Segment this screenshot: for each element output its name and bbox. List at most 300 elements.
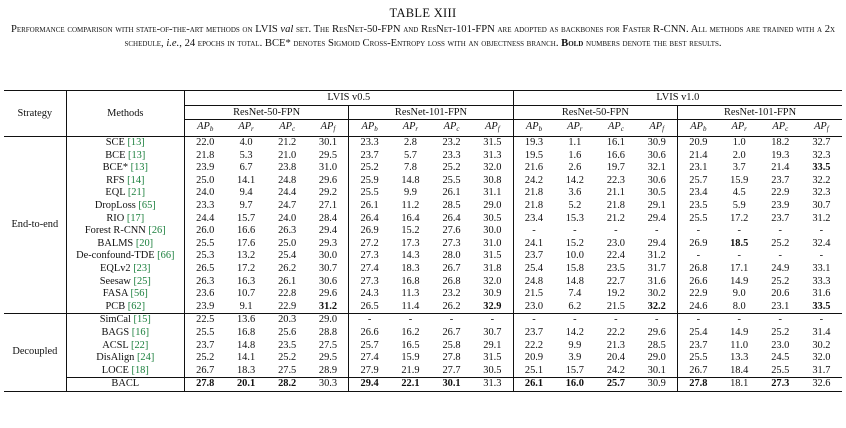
value-cell: 30.5	[647, 187, 666, 199]
value-cell: 16.8	[236, 326, 256, 338]
value-cell: 30.0	[318, 250, 338, 262]
value-cell: 24.3	[349, 288, 390, 301]
value-cell: 30.3	[308, 378, 349, 392]
value-cell: 5.3	[239, 149, 253, 161]
value-cell: 26.7	[442, 326, 461, 338]
value-cell: 22.0	[184, 137, 225, 150]
method-cell: De-confound-TDE [66]	[66, 250, 184, 263]
value-cell: 31.2	[647, 250, 666, 262]
value-cell: 32.0	[483, 162, 502, 174]
value-cell: 16.6	[606, 149, 625, 161]
value-cell: 30.2	[812, 339, 831, 351]
value-cell: 11.3	[401, 288, 420, 300]
method-cell: EQLv2 [23]	[66, 263, 184, 276]
value-cell: 23.5	[606, 262, 625, 274]
value-cell: 30.5	[483, 212, 502, 224]
value-cell: 29.5	[318, 352, 338, 364]
value-cell: 31.5	[483, 137, 502, 148]
value-cell: 11.4	[401, 300, 420, 312]
value-cell: 22.8	[278, 288, 297, 300]
value-cell: 23.7	[513, 250, 554, 263]
value-cell: 13.3	[730, 352, 749, 364]
value-cell: 6.7	[239, 162, 253, 174]
value-cell: 26.6	[349, 327, 390, 340]
value-cell: -	[573, 225, 577, 237]
value-cell: 23.4	[513, 213, 554, 226]
value-cell: 22.7	[606, 275, 625, 287]
value-cell: 26.9	[678, 238, 719, 251]
value-cell: 14.2	[565, 174, 584, 186]
value-cell: 25.2	[184, 352, 225, 365]
table-row	[4, 314, 842, 327]
value-cell: 23.3	[442, 149, 461, 161]
value-cell: 25.4	[278, 250, 297, 262]
caption-italic-1: val	[280, 24, 294, 35]
value-cell: 25.5	[442, 174, 461, 186]
value-cell: 25.2	[771, 275, 790, 287]
value-cell: 20.1	[226, 378, 267, 392]
value-cell: 31.5	[483, 352, 502, 364]
value-cell: 27.3	[349, 276, 390, 289]
value-cell: 32.0	[483, 275, 502, 287]
value-cell: 28.2	[267, 378, 308, 392]
value-cell: 26.8	[678, 263, 719, 276]
citation-link[interactable]: [18]	[128, 364, 149, 376]
citation-link[interactable]: [56]	[127, 288, 148, 300]
value-cell: 27.7	[442, 364, 461, 376]
value-cell: 21.0	[278, 149, 297, 161]
value-cell: 29.3	[318, 237, 338, 249]
value-cell: 25.2	[278, 352, 297, 364]
value-cell: 24.4	[184, 213, 225, 226]
value-cell: 23.7	[771, 174, 790, 186]
value-cell: 30.6	[318, 275, 338, 287]
value-cell: 23.7	[771, 212, 790, 224]
strategy-cell: Decoupled	[12, 346, 58, 358]
value-cell: 30.1	[318, 137, 338, 148]
value-cell: 15.8	[565, 262, 584, 274]
value-cell: 31.3	[472, 378, 513, 392]
method-cell: DropLoss [65]	[66, 200, 184, 213]
value-cell: 30.1	[431, 378, 472, 392]
value-cell: 27.3	[349, 250, 390, 263]
citation-link[interactable]: [23]	[130, 262, 151, 274]
value-cell: 5.9	[732, 199, 746, 211]
header-metric: $AP_b$	[678, 120, 719, 137]
value-cell: 23.7	[513, 327, 554, 340]
value-cell: 14.9	[730, 326, 749, 338]
value-cell: 23.0	[513, 301, 554, 314]
value-cell: 25.4	[513, 263, 554, 276]
method-cell: RIO [17]	[66, 213, 184, 226]
value-cell: 24.0	[278, 212, 297, 224]
value-cell: -	[614, 314, 618, 326]
citation-link[interactable]: [66]	[154, 250, 175, 262]
value-cell: 26.2	[278, 262, 297, 274]
value-cell: 16.8	[401, 275, 420, 287]
value-cell: 25.5	[184, 238, 225, 251]
value-cell: 7.4	[568, 288, 582, 300]
value-cell: 20.9	[678, 137, 719, 150]
table-row	[4, 352, 842, 365]
table-row	[4, 213, 842, 226]
value-cell: -	[678, 250, 719, 263]
value-cell: 23.3	[184, 200, 225, 213]
value-cell: 25.3	[184, 250, 225, 263]
value-cell: 30.7	[812, 199, 831, 211]
value-cell: 32.9	[483, 300, 502, 312]
value-cell: 19.7	[606, 162, 625, 174]
citation-link[interactable]: [16]	[129, 326, 150, 338]
value-cell: 33.3	[812, 275, 831, 287]
value-cell: -	[778, 314, 783, 326]
value-cell: 29.6	[647, 326, 666, 338]
value-cell: 23.9	[184, 162, 225, 175]
value-cell: 16.1	[606, 137, 625, 148]
citation-link[interactable]: [15]	[130, 314, 151, 326]
value-cell: 25.1	[513, 365, 554, 378]
value-cell: 23.8	[278, 162, 297, 174]
method-cell: EQL [21]	[66, 187, 184, 200]
value-cell: 27.2	[349, 238, 390, 251]
value-cell: 23.7	[184, 340, 225, 353]
value-cell: 26.1	[349, 200, 390, 213]
value-cell: 29.5	[318, 149, 338, 161]
method-cell: Forest R-CNN [26]	[66, 225, 184, 238]
value-cell: -	[614, 225, 618, 237]
value-cell: 31.6	[812, 288, 831, 300]
table-row	[4, 276, 842, 289]
value-cell: -	[737, 314, 741, 326]
value-cell: -	[778, 225, 783, 237]
header-r50-v10: ResNet-50-FPN	[513, 106, 677, 120]
value-cell: 20.9	[513, 352, 554, 365]
value-cell: 32.4	[812, 237, 831, 249]
value-cell: 29.6	[318, 288, 338, 300]
method-cell: ACSL [22]	[66, 340, 184, 353]
table-row	[4, 238, 842, 251]
value-cell: 25.4	[678, 327, 719, 340]
value-cell: 17.1	[730, 262, 749, 274]
value-cell: 31.0	[483, 237, 502, 249]
value-cell: 10.0	[565, 250, 584, 262]
value-cell: 29.0	[318, 314, 338, 326]
value-cell: 33.5	[812, 162, 831, 174]
citation-link[interactable]: [20]	[133, 237, 154, 249]
value-cell: 29.0	[647, 352, 666, 364]
value-cell: 30.6	[647, 149, 666, 161]
value-cell: 25.2	[349, 162, 390, 175]
value-cell: 31.3	[483, 149, 502, 161]
value-cell: 27.9	[349, 365, 390, 378]
value-cell: 31.7	[812, 364, 831, 376]
value-cell: 27.8	[184, 378, 225, 392]
value-cell: 27.3	[760, 378, 801, 392]
value-cell: 25.5	[678, 213, 719, 226]
value-cell: 25.7	[349, 340, 390, 353]
value-cell: 30.8	[483, 174, 502, 186]
value-cell: 2.8	[403, 137, 417, 148]
value-cell: 25.5	[678, 352, 719, 365]
value-cell: -	[513, 225, 554, 238]
value-cell: 21.8	[606, 199, 625, 211]
value-cell: 24.8	[278, 174, 297, 186]
table-row	[4, 175, 842, 188]
value-cell: 32.0	[812, 352, 831, 364]
header-metric: $AP_f$	[320, 121, 336, 133]
value-cell: 28.8	[318, 326, 338, 338]
value-cell: 24.6	[678, 301, 719, 314]
value-cell: 9.7	[239, 199, 253, 211]
header-metric: $AP_c$	[279, 121, 296, 133]
citation-link[interactable]: [65]	[135, 199, 156, 211]
value-cell: 32.3	[812, 187, 831, 199]
value-cell: 25.2	[771, 326, 790, 338]
value-cell: 26.6	[678, 276, 719, 289]
value-cell: 17.2	[730, 212, 749, 224]
value-cell: 30.9	[483, 288, 502, 300]
value-cell: 26.5	[349, 301, 390, 314]
value-cell: 29.4	[647, 212, 666, 224]
value-cell: 26.8	[442, 275, 461, 287]
value-cell: -	[573, 314, 577, 326]
value-cell: 11.2	[401, 199, 420, 211]
table-number: TABLE XIII	[389, 6, 457, 20]
value-cell: 33.5	[812, 300, 831, 312]
value-cell: 27.4	[349, 352, 390, 365]
value-cell: 9.9	[568, 339, 582, 351]
value-cell: 21.4	[678, 150, 719, 163]
header-metric: $AP_r$	[402, 121, 419, 133]
value-cell: 31.2	[812, 212, 831, 224]
citation-link[interactable]: [17]	[124, 212, 145, 224]
value-cell: 31.5	[483, 250, 502, 262]
value-cell: 18.2	[771, 137, 790, 148]
value-cell: 5.7	[403, 149, 417, 161]
caption-italic-2: i.e.	[166, 38, 180, 49]
value-cell: 17.3	[401, 237, 420, 249]
value-cell: 24.7	[278, 199, 297, 211]
header-r101-v05: ResNet-101-FPN	[349, 106, 513, 120]
results-table	[4, 90, 842, 392]
value-cell: 22.2	[606, 326, 625, 338]
value-cell: 23.4	[678, 187, 719, 200]
value-cell: 22.3	[606, 174, 625, 186]
caption-text-1: Performance comparison with state-of-the-art methods on LVIS	[10, 24, 281, 35]
value-cell: 21.4	[771, 162, 790, 174]
value-cell: -	[513, 314, 554, 327]
value-cell: 24.0	[184, 187, 225, 200]
value-cell: 18.1	[719, 378, 760, 392]
value-cell: 3.7	[732, 162, 746, 174]
citation-link[interactable]: [13]	[128, 162, 148, 174]
value-cell: 15.7	[565, 364, 584, 376]
value-cell: 32.6	[801, 378, 842, 392]
value-cell: 32.7	[812, 137, 831, 148]
value-cell: -	[819, 314, 824, 326]
value-cell: 18.4	[730, 364, 749, 376]
table-row	[4, 263, 842, 276]
value-cell: 19.2	[606, 288, 625, 300]
value-cell: 26.1	[278, 275, 297, 287]
value-cell: -	[349, 314, 390, 327]
value-cell: 25.7	[595, 378, 636, 392]
value-cell: 26.1	[442, 187, 461, 199]
table-row	[4, 162, 842, 175]
value-cell: -	[449, 314, 454, 326]
value-cell: 15.7	[236, 212, 256, 224]
value-cell: 26.9	[349, 225, 390, 238]
table-row	[4, 187, 842, 200]
header-metric: $AP_f$	[814, 121, 829, 133]
method-cell: LOCE [18]	[66, 365, 184, 378]
value-cell: -	[490, 314, 495, 326]
citation-link[interactable]: [26]	[145, 225, 166, 237]
value-cell: 18.3	[401, 262, 420, 274]
value-cell: 30.1	[647, 364, 666, 376]
table-row	[4, 225, 842, 238]
value-cell: 25.0	[278, 237, 297, 249]
value-cell: 9.0	[732, 288, 746, 300]
value-cell: 14.8	[565, 275, 584, 287]
header-metric: $AP_r$	[567, 121, 583, 133]
value-cell: 31.8	[483, 262, 502, 274]
value-cell: 17.2	[236, 262, 256, 274]
header-metric: $AP_r$	[731, 121, 747, 133]
citation-link[interactable]: [22]	[128, 339, 149, 351]
citation-link[interactable]: [24]	[134, 352, 155, 364]
value-cell: 22.9	[771, 187, 790, 199]
value-cell: 23.3	[349, 137, 390, 150]
value-cell: 23.7	[349, 150, 390, 163]
value-cell: 30.9	[636, 378, 677, 392]
table-row	[4, 301, 842, 314]
header-strategy: Strategy	[17, 107, 53, 119]
value-cell: 21.2	[606, 212, 625, 224]
value-cell: 1.6	[568, 149, 582, 161]
value-cell: 28.9	[318, 364, 338, 376]
table-row	[4, 340, 842, 353]
value-cell: 25.2	[771, 237, 790, 249]
value-cell: 29.4	[647, 237, 666, 249]
table-row	[4, 327, 842, 340]
value-cell: 4.5	[732, 187, 746, 199]
citation-link[interactable]: [13]	[124, 137, 145, 148]
value-cell: 22.9	[678, 288, 719, 301]
value-cell: -	[655, 225, 659, 237]
table-caption	[4, 23, 842, 51]
value-cell: 22.9	[278, 300, 297, 312]
value-cell: 33.1	[812, 262, 831, 274]
value-cell: 21.1	[606, 187, 625, 199]
value-cell: 27.3	[442, 237, 461, 249]
value-cell: 25.8	[442, 339, 461, 351]
value-cell: 5.2	[568, 199, 582, 211]
citation-link[interactable]: [21]	[125, 187, 146, 199]
value-cell: 29.4	[318, 225, 338, 237]
value-cell: 22.5	[184, 314, 225, 327]
value-cell: 14.1	[236, 174, 256, 186]
method-cell: BAGS [16]	[66, 327, 184, 340]
value-cell: 4.0	[239, 137, 253, 148]
value-cell: 29.4	[349, 378, 390, 392]
header-metric: $AP_f$	[649, 121, 665, 133]
value-cell: 27.8	[442, 352, 461, 364]
header-r50-v05: ResNet-50-FPN	[184, 106, 348, 120]
value-cell: 28.5	[442, 199, 461, 211]
value-cell: 29.6	[318, 174, 338, 186]
value-cell: 26.5	[184, 263, 225, 276]
value-cell: 27.4	[349, 263, 390, 276]
header-methods: Methods	[66, 91, 184, 137]
value-cell: 21.8	[513, 187, 554, 200]
value-cell: 32.3	[812, 149, 831, 161]
value-cell: 27.5	[318, 339, 338, 351]
value-cell: 26.4	[442, 212, 461, 224]
value-cell: 31.2	[318, 300, 338, 312]
value-cell: 23.7	[678, 340, 719, 353]
value-cell: 21.6	[513, 162, 554, 175]
value-cell: 3.6	[568, 187, 582, 199]
value-cell: 8.0	[732, 300, 746, 312]
value-cell: 30.7	[483, 326, 502, 338]
value-cell: 23.1	[771, 300, 790, 312]
value-cell: -	[408, 314, 413, 326]
value-cell: 21.2	[278, 137, 297, 148]
value-cell: 21.3	[606, 339, 625, 351]
method-cell: RFS [14]	[66, 175, 184, 188]
value-cell: 30.9	[647, 137, 666, 148]
value-cell: 29.2	[318, 187, 338, 199]
method-cell: SimCal [15]	[66, 314, 184, 327]
value-cell: 16.3	[236, 275, 256, 287]
citation-link[interactable]: [13]	[125, 149, 146, 161]
value-cell: 24.8	[513, 276, 554, 289]
value-cell: 23.5	[278, 339, 297, 351]
value-cell: 16.4	[401, 212, 420, 224]
citation-link[interactable]: [25]	[130, 275, 151, 287]
method-cell: BACL	[66, 378, 184, 392]
value-cell: 10.7	[236, 288, 256, 300]
value-cell: 30.2	[647, 288, 666, 300]
value-cell: 27.1	[318, 199, 338, 211]
value-cell: 32.2	[812, 174, 831, 186]
header-lvis-v10: LVIS v1.0	[513, 91, 842, 106]
value-cell: -	[655, 314, 659, 326]
value-cell: 11.0	[730, 339, 749, 351]
value-cell: 21.5	[513, 288, 554, 301]
value-cell: 20.4	[606, 352, 625, 364]
value-cell: 31.7	[647, 262, 666, 274]
value-cell: 15.2	[401, 225, 420, 237]
header-metric: $AP_b$	[184, 120, 225, 137]
header-metric: $AP_b$	[349, 120, 390, 137]
value-cell: 19.5	[513, 150, 554, 163]
caption-text-2: set. The ResNet-50-FPN and ResNet-101-FPN are adopted as backbones for Faster R-CNN. All methods are trained with a 2x schedule,	[124, 24, 836, 49]
value-cell: 23.0	[771, 339, 790, 351]
value-cell: -	[678, 314, 719, 327]
header-metric: $AP_c$	[772, 121, 789, 133]
value-cell: 21.9	[401, 364, 420, 376]
value-cell: 28.4	[318, 212, 338, 224]
header-metric: $AP_b$	[513, 120, 554, 137]
table-row	[4, 150, 842, 163]
value-cell: 15.9	[730, 174, 749, 186]
value-cell: 21.8	[184, 150, 225, 163]
citation-link[interactable]: [14]	[124, 174, 145, 186]
citation-link[interactable]: [62]	[125, 300, 146, 312]
value-cell: 31.6	[647, 275, 666, 287]
